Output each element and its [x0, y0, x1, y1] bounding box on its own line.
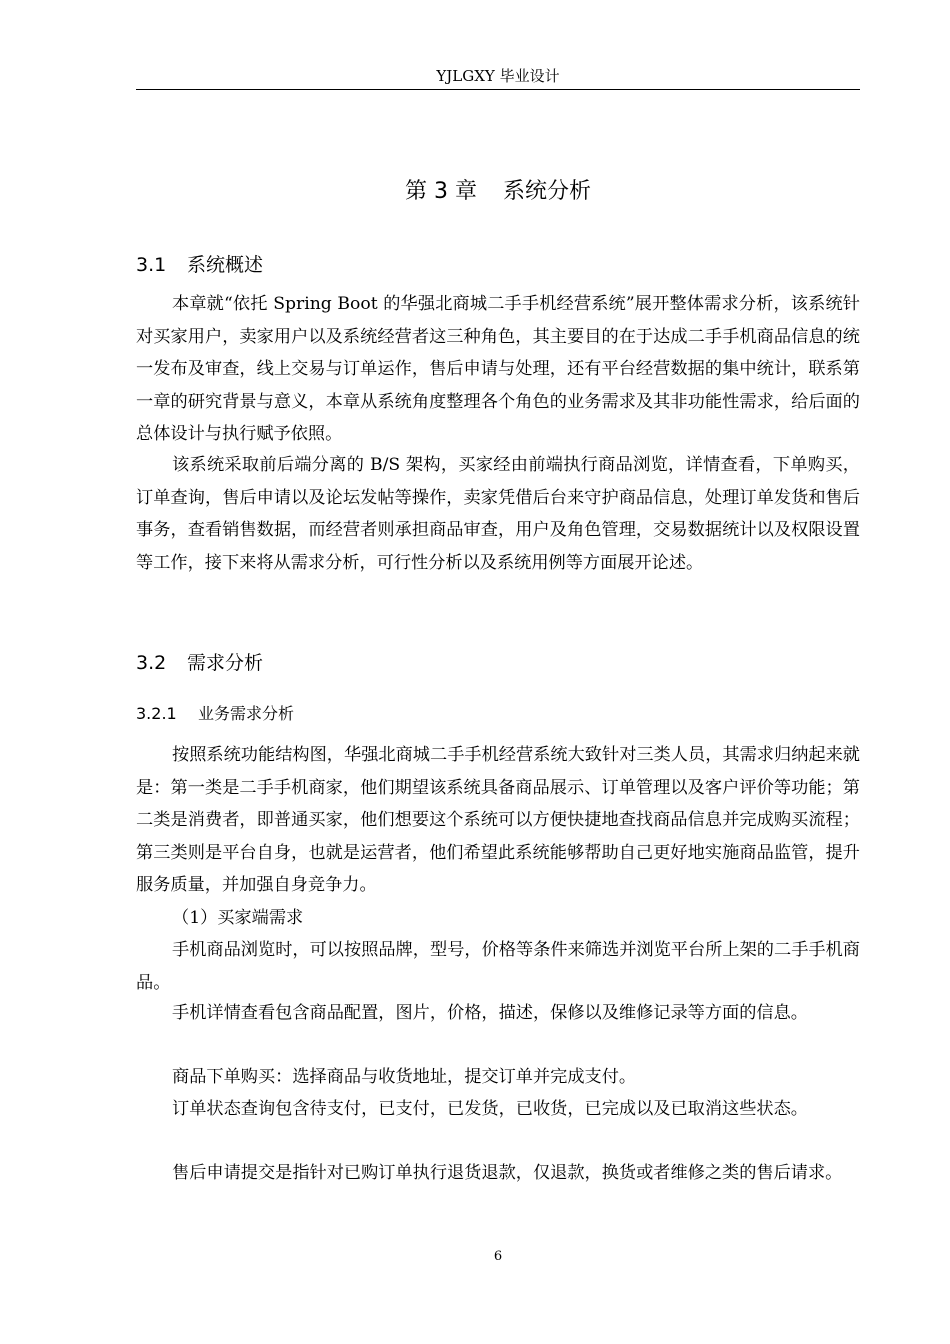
paragraph: 该系统采取前后端分离的 B/S 架构，买家经由前端执行商品浏览，详情查看，下单购买，订单查询，售后申请以及论坛发帖等操作，卖家凭借后台来守护商品信息，处理订单发货和售后事务，查看销售数据，而经营者则承担商品审查，用户及角色管理，交易数据统计以及权限设置等工作，接下来将从需求分析，可行性分析以及系统用例等方面展开论述。 [136, 455, 860, 573]
chapter-number: 第 3 章 [405, 179, 477, 204]
section-heading-3-2 [136, 649, 263, 677]
paragraph: 按照系统功能结构图，华强北商城二手手机经营系统大致针对三类人员，其需求归纳起来就是：第一类是二手手机商家，他们期望该系统具备商品展示、订单管理以及客户评价等功能；第二类是消费者，即普通买家，他们想要这个系统可以方便快捷地查找商品信息并完成购买流程；第三类则是平台自身，也就是运营者，他们希望此系统能够帮助自己更好地实施商品监管，提升服务质量，并加强自身竞争力。 [136, 745, 860, 896]
section-heading-3-1 [136, 251, 263, 279]
chapter-title [136, 176, 860, 208]
subsection-title: 业务需求分析 [198, 704, 295, 723]
paragraph: 售后申请提交是指针对已购订单执行退货退款，仅退款，换货或者维修之类的售后请求。 [172, 1163, 843, 1183]
subsection-heading-3-2-1 [136, 702, 294, 726]
paragraph: 手机详情查看包含商品配置，图片，价格，描述，保修以及维修记录等方面的信息。 [172, 1003, 808, 1023]
section-title: 系统概述 [187, 254, 264, 276]
section-number: 3.2 [136, 652, 167, 674]
chapter-title-text: 系统分析 [502, 179, 591, 204]
paragraph: 订单状态查询包含待支付，已支付，已发货，已收货，已完成以及已取消这些状态。 [172, 1099, 808, 1119]
paragraph: 商品下单购买：选择商品与收货地址，提交订单并完成支付。 [172, 1067, 637, 1087]
running-header: YJLGXY 毕业设计 [436, 67, 560, 85]
section-number: 3.1 [136, 254, 167, 276]
page-number: 6 [493, 1249, 503, 1264]
paragraph: 手机商品浏览时，可以按照品牌，型号，价格等条件来筛选并浏览平台所上架的二手手机商品。 [136, 940, 860, 993]
header-rule [136, 89, 860, 90]
section-title: 需求分析 [187, 652, 264, 674]
paragraph: 本章就“依托 Spring Boot 的华强北商城二手手机经营系统”展开整体需求分析，该系统针对买家用户，卖家用户以及系统经营者这三种角色，其主要目的在于达成二手手机商品信息的统一发布及审查，线上交易与订单运作，售后申请与处理，还有平台经营数据的集中统计，联系第一章的研究背景与意义，本章从系统角度整理各个角色的业务需求及其非功能性需求，给后面的总体设计与执行赋予依照。 [136, 294, 860, 445]
list-heading-buyer-requirements: （1）买家端需求 [172, 908, 304, 928]
subsection-number: 3.2.1 [136, 704, 177, 723]
